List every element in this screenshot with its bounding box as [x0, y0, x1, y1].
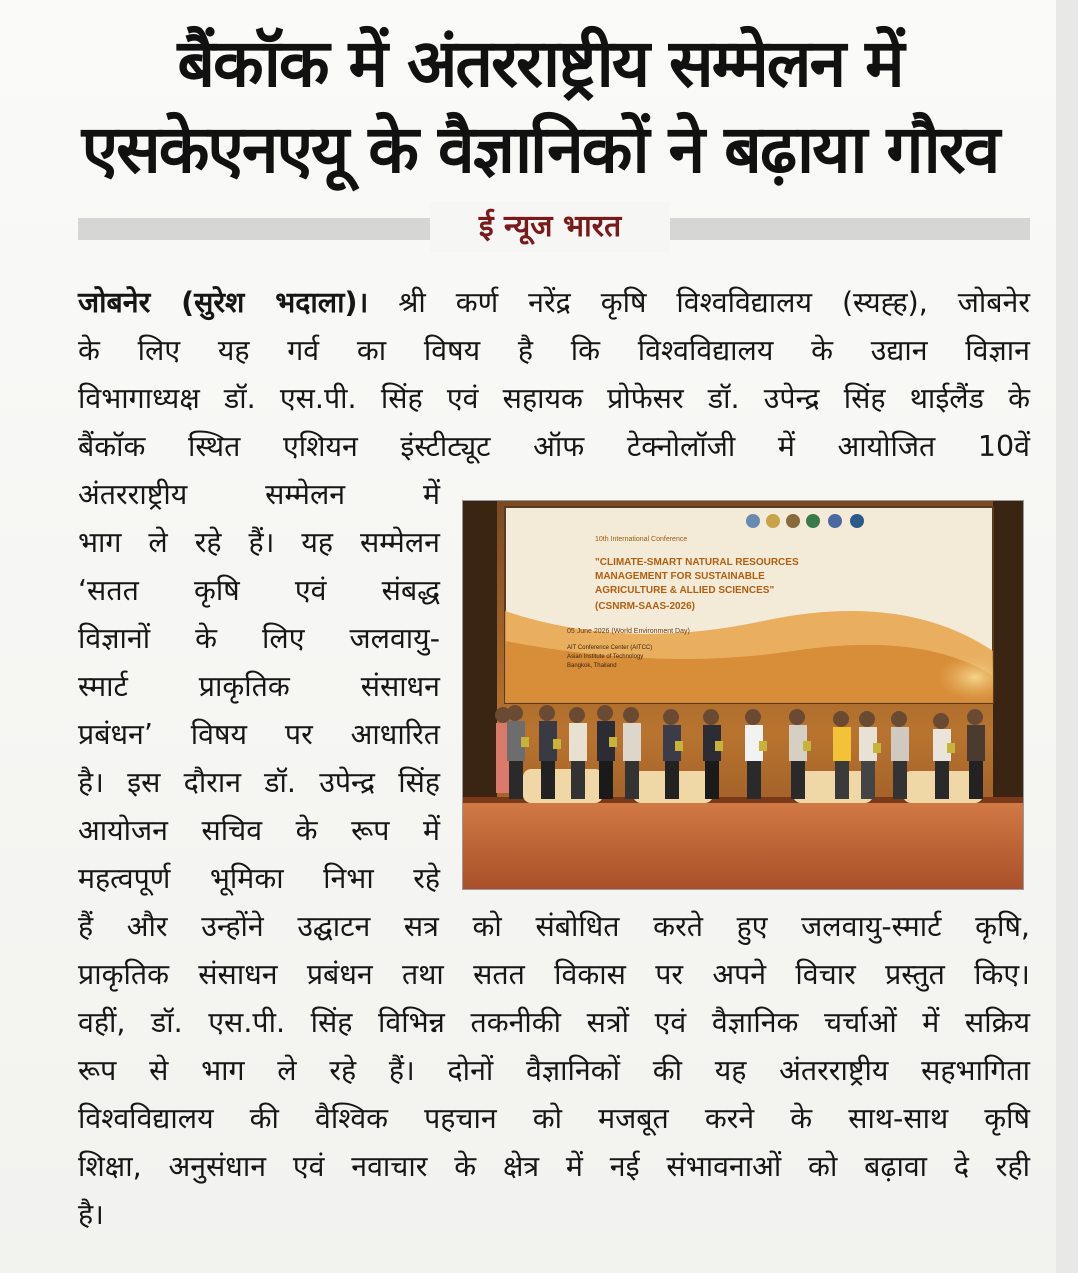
body-line: बैंकॉक स्थित एशियन इंस्टीट्यूट ऑफ टेक्नोलॉजी में आयोजित 10वें: [78, 430, 1030, 463]
body-line: विभागाध्यक्ष डॉ. एस.पी. सिंह एवं सहायक प्रोफेसर डॉ. उपेन्द्र सिंह थाईलैंड के: [78, 382, 1030, 415]
body-line: स्मार्ट प्राकृतिक संसाधन: [78, 670, 440, 703]
body-line: के लिए यह गर्व का विषय है कि विश्वविद्यालय के उद्यान विज्ञान: [78, 334, 1030, 367]
body-line: प्राकृतिक संसाधन प्रबंधन तथा सतत विकास पर अपने विचार प्रस्तुत किए।: [78, 958, 1030, 991]
headline-line-2: एसकेएनएयू के वैज्ञानिकों ने बढ़ाया गौरव: [81, 111, 999, 188]
stage-floor: [463, 801, 1023, 889]
screen-conference-code: (CSNRM-SAAS-2026): [595, 601, 696, 612]
body-line-text: श्री कर्ण नरेंद्र कृषि विश्वविद्यालय (स्यह्ह), जोबनेर: [368, 286, 1031, 319]
screen-venue-line: Bangkok, Thailand: [567, 663, 617, 669]
dateline: जोबनेर (सुरेश भदाला)।: [78, 286, 369, 319]
logo-icon: [766, 514, 780, 528]
screen-title-line: "CLIMATE-SMART NATURAL RESOURCES: [595, 557, 799, 568]
byline: ई न्यूज भारत: [430, 202, 670, 252]
body-line: भाग ले रहे हैं। यह सम्मेलन: [78, 526, 440, 559]
page-edge: [1056, 0, 1078, 1273]
screen-title-line: AGRICULTURE & ALLIED SCIENCES": [595, 585, 775, 596]
logo-icon: [746, 514, 760, 528]
body-line: ‘सतत कृषि एवं संबद्ध: [78, 574, 440, 607]
screen-glow: [843, 611, 993, 703]
logo-icon: [828, 514, 842, 528]
body-line: प्रबंधन’ विषय पर आधारित: [78, 718, 440, 751]
body-line: रूप से भाग ले रहे हैं। दोनों वैज्ञानिकों की यह अंतरराष्ट्रीय सहभागिता: [78, 1054, 1030, 1087]
body-line: आयोजन सचिव के रूप में: [78, 814, 440, 847]
body-line: विज्ञानों के लिए जलवायु-: [78, 622, 440, 655]
body-line: महत्वपूर्ण भूमिका निभा रहे: [78, 862, 440, 895]
screen-venue-line: AIT Conference Center (AITCC): [567, 645, 653, 651]
logo-icon: [806, 514, 820, 528]
stage-table: [523, 769, 603, 803]
body-line: हैं और उन्होंने उद्घाटन सत्र को संबोधित करते हुए जलवायु-स्मार्ट कृषि,: [78, 910, 1030, 943]
body-line: वहीं, डॉ. एस.पी. सिंह विभिन्न तकनीकी सत्रों एवं वैज्ञानिक चर्चाओं में सक्रिय: [78, 1006, 1030, 1039]
body-line: है।: [78, 1198, 104, 1231]
conference-photo: [462, 500, 1024, 890]
logo-icon: [850, 514, 864, 528]
screen-conference-label: 10th International Conference: [595, 536, 688, 543]
screen-title-line: MANAGEMENT FOR SUSTAINABLE: [595, 571, 765, 582]
screen-date: 05 June 2026 (World Environment Day): [567, 628, 690, 635]
headline-line-1: बैंकॉक में अंतरराष्ट्रीय सम्मेलन में: [177, 25, 903, 102]
screen-venue-line: Asian Institute of Technology: [567, 654, 644, 660]
body-line: अंतरराष्ट्रीय सम्मेलन में: [78, 478, 440, 511]
side-curtain: [463, 501, 497, 801]
conference-photo-illustration: [463, 501, 1023, 889]
body-line: [78, 282, 1030, 324]
body-line: है। इस दौरान डॉ. उपेन्द्र सिंह: [78, 766, 440, 799]
side-curtain: [993, 501, 1023, 801]
logo-icon: [786, 514, 800, 528]
body-line: शिक्षा, अनुसंधान एवं नवाचार के क्षेत्र में नई संभावनाओं को बढ़ावा दे रही: [78, 1150, 1030, 1183]
body-line: विश्वविद्यालय की वैश्विक पहचान को मजबूत करने के साथ-साथ कृषि: [78, 1102, 1030, 1135]
